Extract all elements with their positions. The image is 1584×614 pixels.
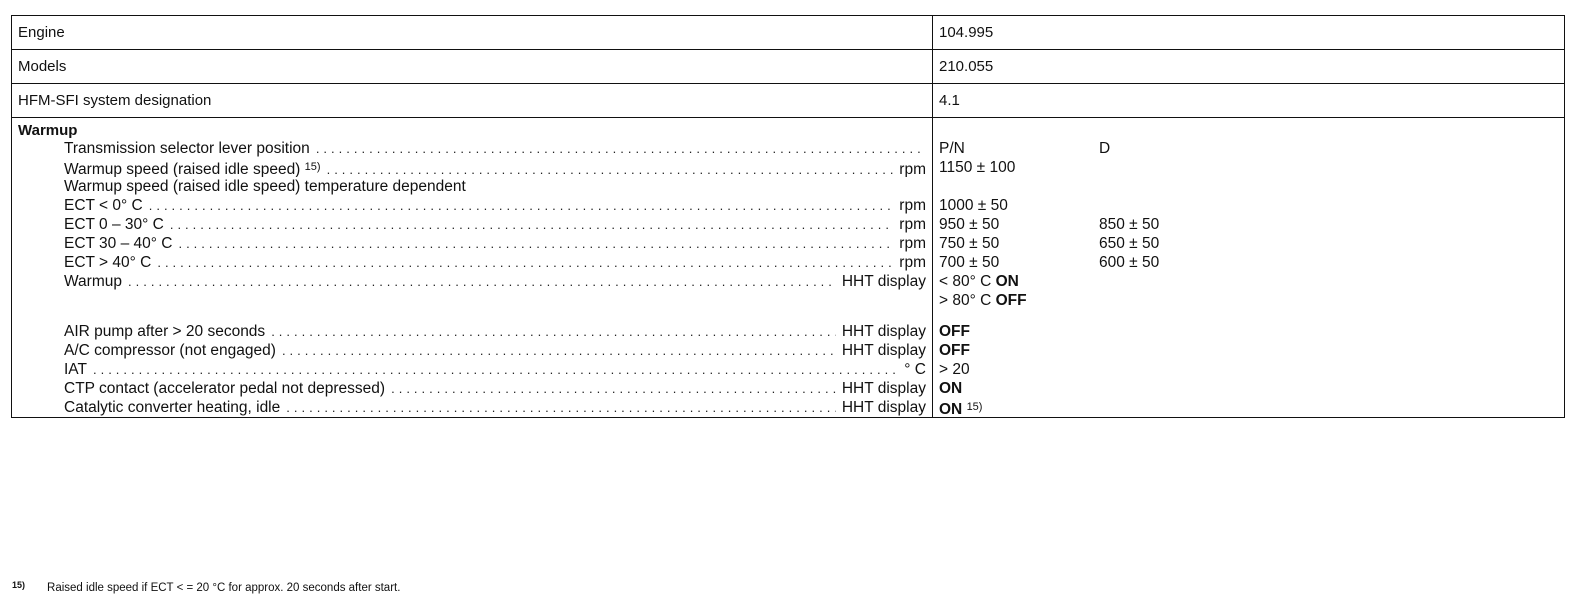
warmup-labels-cell [12, 118, 933, 418]
warmup-row-label [64, 379, 385, 398]
warmup-row [18, 291, 926, 310]
value-pn [939, 177, 1099, 196]
warmup-row-label-text: AIR pump after > 20 seconds [64, 323, 266, 340]
warmup-row-label-text: ECT < 0° C [64, 197, 143, 214]
value-d [1099, 158, 1299, 177]
warmup-row-unit: HHT display [841, 380, 926, 397]
dot-leader [271, 322, 836, 341]
warmup-value-row [939, 379, 1558, 398]
value-state: ON [939, 401, 963, 418]
value-text: P/N [939, 140, 965, 157]
warmup-label-list [18, 139, 926, 417]
spacer [18, 310, 926, 322]
warmup-row [18, 253, 926, 272]
warmup-row [18, 341, 926, 360]
warmup-value-list [939, 139, 1558, 417]
value-d [1099, 398, 1299, 417]
warmup-row-label [64, 398, 280, 417]
warmup-row-unit: HHT display [841, 342, 926, 359]
spec-row [12, 50, 1565, 84]
spec-value: 4.1 [933, 84, 1565, 118]
value-d [1099, 196, 1299, 215]
value-d [1099, 177, 1299, 196]
dot-leader [391, 379, 836, 398]
warmup-value-row [939, 322, 1558, 341]
value-d: 600 ± 50 [1099, 254, 1160, 271]
dot-leader [286, 398, 836, 417]
value-state: ON [939, 380, 963, 397]
value-text: > 80° C [939, 292, 996, 309]
warmup-value-row [939, 291, 1558, 310]
warmup-row [18, 379, 926, 398]
value-d [1099, 291, 1299, 310]
value-pn [939, 196, 1099, 215]
warmup-row-label-text: IAT [64, 361, 87, 378]
value-state: OFF [939, 323, 970, 340]
warmup-section [12, 118, 1565, 418]
warmup-row-unit: rpm [899, 254, 926, 271]
warmup-value-row [939, 196, 1558, 215]
warmup-value-row [939, 177, 1558, 196]
value-d: 650 ± 50 [1099, 235, 1160, 252]
value-d [1099, 322, 1299, 341]
dot-leader [93, 360, 898, 379]
footnote-mark: 15) [12, 580, 26, 590]
warmup-row [18, 139, 926, 158]
value-pn [939, 272, 1099, 291]
value-text: 700 ± 50 [939, 254, 1000, 271]
spec-document [11, 15, 1567, 418]
warmup-value-row [939, 253, 1558, 272]
footnote-ref: 15) [304, 161, 321, 173]
value-pn [939, 291, 1099, 310]
warmup-values-cell [933, 118, 1565, 418]
value-pn [939, 215, 1099, 234]
value-state: OFF [995, 292, 1027, 309]
value-d [1099, 360, 1299, 379]
warmup-row-label-text: Transmission selector lever position [64, 140, 310, 157]
spacer [939, 310, 1558, 322]
value-state: ON [995, 273, 1019, 290]
value-state: OFF [939, 342, 970, 359]
warmup-row-label-text: ECT 0 – 30° C [64, 216, 164, 233]
warmup-row-label [64, 360, 87, 379]
spec-label: Engine [12, 16, 933, 50]
warmup-value-row [939, 234, 1558, 253]
value-d: D [1099, 140, 1111, 157]
warmup-row-unit: rpm [899, 235, 926, 252]
warmup-row-label-text: ECT > 40° C [64, 254, 152, 271]
warmup-value-row [939, 360, 1558, 379]
dot-leader [128, 272, 836, 291]
value-d [1099, 379, 1299, 398]
value-pn [939, 341, 1099, 360]
warmup-row-unit: HHT display [841, 273, 926, 290]
warmup-row-label-text: Warmup speed (raised idle speed) temperature dependent [64, 178, 466, 195]
value-pn [939, 379, 1099, 398]
warmup-value-row [939, 139, 1558, 158]
warmup-row [18, 177, 926, 196]
value-pn [939, 398, 1099, 417]
warmup-row [18, 272, 926, 291]
footnote-text: Raised idle speed if ECT < = 20 °C for approx. 20 seconds after start. [47, 582, 401, 594]
warmup-value-row [939, 215, 1558, 234]
warmup-row-label-text: Warmup speed (raised idle speed) [64, 161, 301, 177]
footnote [12, 580, 400, 594]
value-text: < 80° C [939, 273, 996, 290]
dot-leader [157, 253, 893, 272]
warmup-title: Warmup [18, 122, 78, 139]
value-text: 1000 ± 50 [939, 197, 1008, 214]
value-text: > 20 [939, 361, 970, 378]
warmup-row-label-text: CTP contact (accelerator pedal not depressed) [64, 380, 386, 397]
warmup-row-label [64, 196, 143, 215]
spec-value: 210.055 [933, 50, 1565, 84]
warmup-row [18, 196, 926, 215]
dot-leader [316, 139, 920, 158]
warmup-row-label [64, 139, 310, 158]
dot-leader [282, 341, 836, 360]
warmup-row-label-text: A/C compressor (not engaged) [64, 342, 276, 359]
spec-value: 104.995 [933, 16, 1565, 50]
value-pn [939, 322, 1099, 341]
value-pn [939, 139, 1099, 158]
spec-label: HFM-SFI system designation [12, 84, 933, 118]
spec-table [11, 15, 1565, 418]
value-pn [939, 158, 1099, 177]
value-d [1099, 272, 1299, 291]
spec-row [12, 16, 1565, 50]
warmup-row [18, 398, 926, 417]
dot-leader [170, 215, 893, 234]
warmup-row [18, 234, 926, 253]
spec-row [12, 84, 1565, 118]
warmup-row [18, 215, 926, 234]
warmup-value-row [939, 398, 1558, 417]
warmup-row-label [64, 272, 122, 291]
value-pn [939, 234, 1099, 253]
warmup-row-label [64, 253, 151, 272]
warmup-row [18, 360, 926, 379]
value-d: 850 ± 50 [1099, 216, 1160, 233]
warmup-row-unit: rpm [899, 161, 926, 177]
warmup-row-label [64, 215, 164, 234]
dot-leader [178, 234, 893, 253]
value-text: 1150 ± 100 [939, 159, 1016, 176]
spec-label: Models [12, 50, 933, 84]
warmup-value-row [939, 272, 1558, 291]
value-text: 750 ± 50 [939, 235, 1000, 252]
warmup-value-row [939, 158, 1558, 177]
warmup-row [18, 158, 926, 177]
warmup-row-unit: rpm [899, 197, 926, 214]
dot-leader [149, 196, 894, 215]
value-pn [939, 360, 1099, 379]
warmup-row-unit: HHT display [841, 323, 926, 340]
warmup-row-label [64, 341, 276, 360]
warmup-row-unit: ° C [904, 361, 926, 378]
warmup-row-label [64, 234, 172, 253]
value-pn [939, 253, 1099, 272]
warmup-row-label-text: ECT 30 – 40° C [64, 235, 173, 252]
warmup-value-row [939, 341, 1558, 360]
warmup-row-unit: HHT display [841, 399, 926, 416]
warmup-row-label-text: Warmup [64, 273, 122, 290]
value-d [1099, 341, 1299, 360]
warmup-row [18, 322, 926, 341]
warmup-row-label [64, 158, 321, 177]
warmup-row-label [64, 177, 466, 196]
value-text: 950 ± 50 [939, 216, 1000, 233]
warmup-row-label [64, 322, 265, 341]
warmup-row-unit: rpm [899, 216, 926, 233]
warmup-row-label-text: Catalytic converter heating, idle [64, 399, 281, 416]
dot-leader [327, 160, 894, 177]
footnote-ref: 15) [966, 401, 983, 413]
